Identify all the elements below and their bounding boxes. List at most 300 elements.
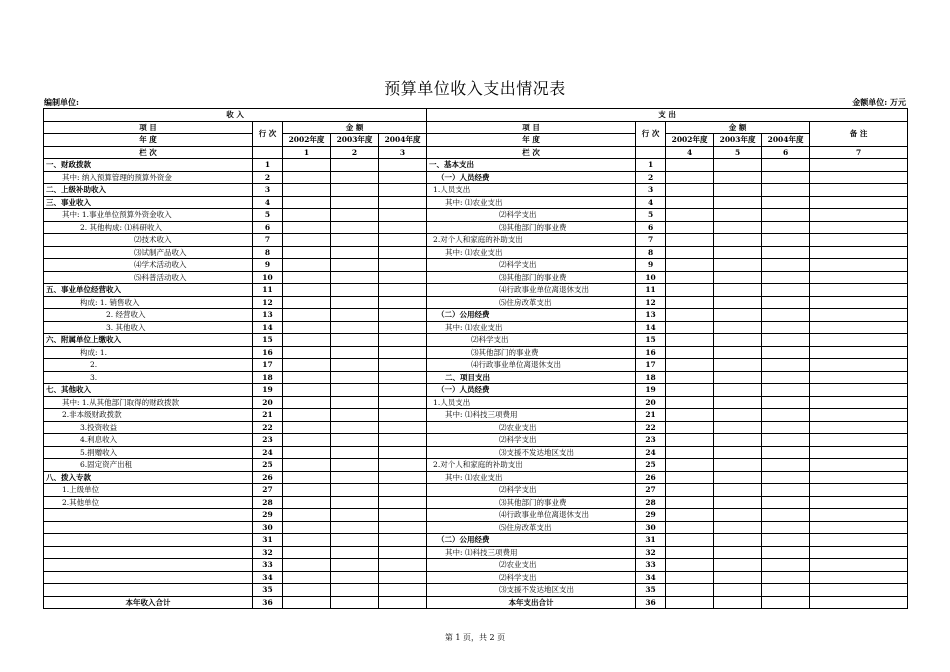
amount-cell [762, 296, 810, 309]
page-footer: 第 1 页，共 2 页 [444, 633, 506, 642]
expense-row-no: 29 [636, 509, 666, 522]
header-2004-left: 2004年度 [379, 134, 427, 147]
expense-item-label: ⑵科学支出 [427, 334, 636, 347]
amount-cell [331, 471, 379, 484]
note-cell [810, 309, 908, 322]
expense-item-label: ⑶支援不发达地区支出 [427, 446, 636, 459]
amount-cell [666, 446, 714, 459]
expense-row-no: 19 [636, 384, 666, 397]
amount-cell [714, 434, 762, 447]
amount-cell [379, 271, 427, 284]
expense-row-no: 13 [636, 309, 666, 322]
income-row-no: 12 [253, 296, 283, 309]
income-row-no: 8 [253, 246, 283, 259]
amount-cell [666, 259, 714, 272]
amount-cell [714, 196, 762, 209]
income-item-label: 2. 经营收入 [44, 309, 253, 322]
table-row [44, 509, 908, 522]
expense-item-label: ⑸住房改革支出 [427, 296, 636, 309]
amount-cell [714, 246, 762, 259]
amount-cell [379, 309, 427, 322]
amount-cell [331, 459, 379, 472]
table-row [44, 221, 908, 234]
amount-cell [379, 559, 427, 572]
amount-cell [762, 259, 810, 272]
amount-cell [379, 209, 427, 222]
amount-cell [331, 509, 379, 522]
expense-row-no: 34 [636, 571, 666, 584]
amount-cell [331, 396, 379, 409]
expense-row-no: 5 [636, 209, 666, 222]
amount-cell [283, 584, 331, 597]
amount-cell [666, 421, 714, 434]
table-row [44, 396, 908, 409]
amount-cell [666, 546, 714, 559]
amount-cell [331, 196, 379, 209]
amount-cell [762, 546, 810, 559]
amount-cell [379, 521, 427, 534]
table-row [44, 521, 908, 534]
note-cell [810, 246, 908, 259]
note-cell [810, 334, 908, 347]
amount-cell [762, 484, 810, 497]
expense-row-no: 2 [636, 171, 666, 184]
expense-item-label: ⑷行政事业单位离退休支出 [427, 359, 636, 372]
header-2002-right: 2002年度 [666, 134, 714, 147]
income-item-label: 五、事业单位经营收入 [44, 284, 253, 297]
note-cell [810, 284, 908, 297]
income-item-label: 3.投资收益 [44, 421, 253, 434]
income-item-label: ⑷学术活动收入 [44, 259, 253, 272]
amount-cell [714, 521, 762, 534]
amount-cell [666, 484, 714, 497]
table-row [44, 359, 908, 372]
table-row [44, 271, 908, 284]
income-item-label [44, 571, 253, 584]
table-row [44, 459, 908, 472]
table-row [44, 296, 908, 309]
expense-row-no: 14 [636, 321, 666, 334]
income-row-no: 35 [253, 584, 283, 597]
amount-cell [762, 421, 810, 434]
amount-cell [283, 559, 331, 572]
amount-cell [331, 171, 379, 184]
note-cell [810, 234, 908, 247]
note-cell [810, 384, 908, 397]
income-item-label: 2. 其他构成: ⑴科研收入 [44, 221, 253, 234]
note-cell [810, 259, 908, 272]
amount-cell [762, 246, 810, 259]
header-2003-left: 2003年度 [331, 134, 379, 147]
income-row-no: 20 [253, 396, 283, 409]
amount-cell [714, 234, 762, 247]
income-row-no: 27 [253, 484, 283, 497]
amount-cell [762, 471, 810, 484]
table-row [44, 384, 908, 397]
amount-cell [379, 446, 427, 459]
table-row [44, 259, 908, 272]
note-cell [810, 446, 908, 459]
income-row-no: 14 [253, 321, 283, 334]
income-item-label: 三、事业收入 [44, 196, 253, 209]
amount-cell [714, 271, 762, 284]
amount-cell [762, 159, 810, 172]
expense-item-label: ⑸住房改革支出 [427, 521, 636, 534]
amount-cell [666, 496, 714, 509]
amount-cell [762, 459, 810, 472]
amount-cell [762, 559, 810, 572]
expense-item-label: 本年支出合计 [427, 596, 636, 609]
amount-cell [331, 484, 379, 497]
expense-item-label: ⑶其他部门的事业费 [427, 496, 636, 509]
amount-cell [714, 421, 762, 434]
amount-cell [714, 334, 762, 347]
expense-row-no: 1 [636, 159, 666, 172]
header-2004-right: 2004年度 [762, 134, 810, 147]
amount-cell [331, 284, 379, 297]
income-row-no: 25 [253, 459, 283, 472]
income-row-no: 29 [253, 509, 283, 522]
amount-cell [762, 321, 810, 334]
expense-item-label: ⑵科学支出 [427, 434, 636, 447]
header-item-right: 项 目 [427, 121, 636, 134]
amount-cell [714, 321, 762, 334]
expense-row-no: 21 [636, 409, 666, 422]
expense-row-no: 18 [636, 371, 666, 384]
expense-item-label: 二、项目支出 [427, 371, 636, 384]
income-row-no: 2 [253, 171, 283, 184]
note-cell [810, 434, 908, 447]
income-row-no: 30 [253, 521, 283, 534]
note-cell [810, 571, 908, 584]
amount-cell [283, 196, 331, 209]
income-row-no: 16 [253, 346, 283, 359]
amount-cell [379, 334, 427, 347]
amount-cell [283, 409, 331, 422]
note-cell [810, 596, 908, 609]
amount-cell [762, 584, 810, 597]
amount-cell [283, 484, 331, 497]
income-item-label: ⑶试制产品收入 [44, 246, 253, 259]
table-row [44, 309, 908, 322]
expense-item-label: ⑵科学支出 [427, 259, 636, 272]
amount-cell [762, 196, 810, 209]
expense-item-label: 2.对个人和家庭的补助支出 [427, 459, 636, 472]
amount-cell [666, 396, 714, 409]
expense-row-no: 16 [636, 346, 666, 359]
note-cell [810, 396, 908, 409]
amount-cell [379, 471, 427, 484]
amount-cell [762, 534, 810, 547]
amount-cell [762, 396, 810, 409]
amount-cell [666, 359, 714, 372]
note-cell [810, 409, 908, 422]
amount-cell [331, 434, 379, 447]
header-amount-left: 金 额 [283, 121, 427, 134]
amount-cell [283, 221, 331, 234]
income-row-no: 28 [253, 496, 283, 509]
header-column-right: 栏 次 [427, 146, 636, 159]
header-col-5: 5 [714, 146, 762, 159]
amount-cell [379, 509, 427, 522]
amount-cell [666, 584, 714, 597]
amount-cell [283, 446, 331, 459]
income-item-label: ⑸科普活动收入 [44, 271, 253, 284]
amount-cell [714, 471, 762, 484]
amount-cell [283, 596, 331, 609]
income-row-no: 3 [253, 184, 283, 197]
amount-cell [379, 584, 427, 597]
amount-cell [714, 171, 762, 184]
amount-cell [762, 184, 810, 197]
note-cell [810, 584, 908, 597]
amount-cell [762, 409, 810, 422]
amount-cell [714, 571, 762, 584]
header-expense: 支 出 [427, 109, 908, 122]
amount-cell [714, 496, 762, 509]
amount-cell [379, 546, 427, 559]
table-row [44, 496, 908, 509]
income-row-no: 21 [253, 409, 283, 422]
amount-cell [666, 409, 714, 422]
note-cell [810, 421, 908, 434]
amount-cell [666, 384, 714, 397]
amount-cell [762, 359, 810, 372]
income-row-no: 31 [253, 534, 283, 547]
amount-cell [714, 546, 762, 559]
amount-cell [762, 596, 810, 609]
amount-cell [379, 246, 427, 259]
amount-cell [283, 246, 331, 259]
amount-cell [762, 496, 810, 509]
amount-cell [714, 284, 762, 297]
amount-cell [714, 221, 762, 234]
expense-row-no: 15 [636, 334, 666, 347]
expense-row-no: 20 [636, 396, 666, 409]
income-row-no: 33 [253, 559, 283, 572]
amount-cell [666, 346, 714, 359]
header-amount-right: 金 额 [666, 121, 810, 134]
table-row [44, 446, 908, 459]
amount-cell [666, 471, 714, 484]
amount-cell [666, 309, 714, 322]
income-expense-table [43, 108, 908, 609]
header-row-1 [44, 109, 908, 122]
amount-cell [379, 346, 427, 359]
amount-cell [331, 384, 379, 397]
amount-cell [331, 571, 379, 584]
note-cell [810, 496, 908, 509]
amount-cell [283, 371, 331, 384]
expense-row-no: 22 [636, 421, 666, 434]
income-item-label: 2.其他单位 [44, 496, 253, 509]
income-item-label: 6.固定资产出租 [44, 459, 253, 472]
amount-cell [331, 496, 379, 509]
income-item-label: 5.捐赠收入 [44, 446, 253, 459]
amount-cell [283, 521, 331, 534]
note-cell [810, 321, 908, 334]
amount-cell [379, 259, 427, 272]
header-col-7: 7 [810, 146, 908, 159]
income-item-label: ⑵技术收入 [44, 234, 253, 247]
amount-cell [283, 459, 331, 472]
header-row-4 [44, 146, 908, 159]
amount-cell [762, 371, 810, 384]
amount-cell [331, 359, 379, 372]
amount-cell [762, 234, 810, 247]
amount-cell [714, 596, 762, 609]
note-cell [810, 221, 908, 234]
table-row [44, 559, 908, 572]
expense-row-no: 35 [636, 584, 666, 597]
amount-cell [379, 234, 427, 247]
amount-cell [714, 484, 762, 497]
expense-row-no: 30 [636, 521, 666, 534]
amount-cell [666, 596, 714, 609]
header-2002-left: 2002年度 [283, 134, 331, 147]
amount-cell [714, 184, 762, 197]
expense-item-label: ⑶其他部门的事业费 [427, 221, 636, 234]
expense-row-no: 8 [636, 246, 666, 259]
note-cell [810, 209, 908, 222]
page-title: 预算单位收入支出情况表 [384, 79, 566, 98]
expense-item-label: 2.对个人和家庭的补助支出 [427, 234, 636, 247]
header-column-left: 栏 次 [44, 146, 253, 159]
amount-cell [666, 534, 714, 547]
expense-item-label: （一）人员经费 [427, 171, 636, 184]
amount-cell [666, 246, 714, 259]
amount-cell [331, 184, 379, 197]
amount-cell [762, 346, 810, 359]
amount-cell [331, 246, 379, 259]
header-income: 收 入 [44, 109, 427, 122]
table-row [44, 334, 908, 347]
amount-cell [283, 271, 331, 284]
income-item-label: 一、财政拨款 [44, 159, 253, 172]
amount-cell [379, 409, 427, 422]
expense-row-no: 7 [636, 234, 666, 247]
amount-cell [762, 284, 810, 297]
amount-cell [283, 471, 331, 484]
amount-cell [379, 434, 427, 447]
amount-cell [283, 334, 331, 347]
amount-cell [714, 309, 762, 322]
amount-cell [714, 559, 762, 572]
table-row [44, 171, 908, 184]
expense-row-no: 36 [636, 596, 666, 609]
amount-cell [283, 421, 331, 434]
amount-cell [283, 309, 331, 322]
amount-cell [714, 384, 762, 397]
table-row [44, 421, 908, 434]
expense-row-no: 23 [636, 434, 666, 447]
amount-cell [331, 346, 379, 359]
expense-row-no: 32 [636, 546, 666, 559]
amount-cell [666, 284, 714, 297]
expense-item-label: ⑶支援不发达地区支出 [427, 584, 636, 597]
header-row-2 [44, 121, 908, 134]
amount-cell [762, 309, 810, 322]
amount-cell [283, 209, 331, 222]
income-row-no: 17 [253, 359, 283, 372]
amount-cell [283, 434, 331, 447]
header-col-3: 3 [379, 146, 427, 159]
expense-row-no: 33 [636, 559, 666, 572]
amount-cell [762, 434, 810, 447]
amount-cell [331, 559, 379, 572]
note-cell [810, 459, 908, 472]
amount-cell [379, 296, 427, 309]
amount-cell [379, 371, 427, 384]
amount-cell [283, 346, 331, 359]
income-row-no: 7 [253, 234, 283, 247]
expense-item-label: ⑵科学支出 [427, 209, 636, 222]
amount-cell [283, 159, 331, 172]
amount-cell [714, 259, 762, 272]
table-row [44, 371, 908, 384]
expense-row-no: 11 [636, 284, 666, 297]
income-item-label: 其中: 1.事业单位预算外资金收入 [44, 209, 253, 222]
header-row-3 [44, 134, 908, 147]
income-row-no: 11 [253, 284, 283, 297]
table-row [44, 596, 908, 609]
income-item-label: 2.非本级财政拨款 [44, 409, 253, 422]
income-item-label: 其中: 纳入预算管理的预算外资金 [44, 171, 253, 184]
amount-cell [331, 221, 379, 234]
income-item-label [44, 521, 253, 534]
expense-item-label: 1.人员支出 [427, 184, 636, 197]
income-item-label: 构成: 1. [44, 346, 253, 359]
amount-cell [714, 346, 762, 359]
amount-cell [762, 221, 810, 234]
amount-cell [331, 584, 379, 597]
income-row-no: 5 [253, 209, 283, 222]
amount-cell [666, 234, 714, 247]
expense-row-no: 10 [636, 271, 666, 284]
amount-cell [283, 171, 331, 184]
amount-cell [283, 259, 331, 272]
expense-row-no: 3 [636, 184, 666, 197]
expense-item-label: 其中: ⑴科技三项费用 [427, 409, 636, 422]
amount-cell [666, 171, 714, 184]
table-row [44, 159, 908, 172]
expense-item-label: ⑵农业支出 [427, 421, 636, 434]
note-cell [810, 184, 908, 197]
expense-item-label: 其中: ⑴农业支出 [427, 196, 636, 209]
header-note: 备 注 [810, 121, 908, 146]
amount-cell [331, 409, 379, 422]
amount-cell [666, 521, 714, 534]
income-item-label [44, 559, 253, 572]
amount-cell [379, 321, 427, 334]
amount-cell [379, 534, 427, 547]
note-cell [810, 359, 908, 372]
amount-cell [714, 459, 762, 472]
income-item-label [44, 534, 253, 547]
amount-cell [666, 321, 714, 334]
amount-cell [762, 209, 810, 222]
amount-cell [379, 359, 427, 372]
amount-cell [379, 484, 427, 497]
amount-cell [283, 396, 331, 409]
income-row-no: 13 [253, 309, 283, 322]
income-item-label: 3. 其他收入 [44, 321, 253, 334]
amount-cell [666, 271, 714, 284]
expense-row-no: 9 [636, 259, 666, 272]
header-col-6: 6 [762, 146, 810, 159]
amount-cell [762, 571, 810, 584]
amount-cell [666, 434, 714, 447]
